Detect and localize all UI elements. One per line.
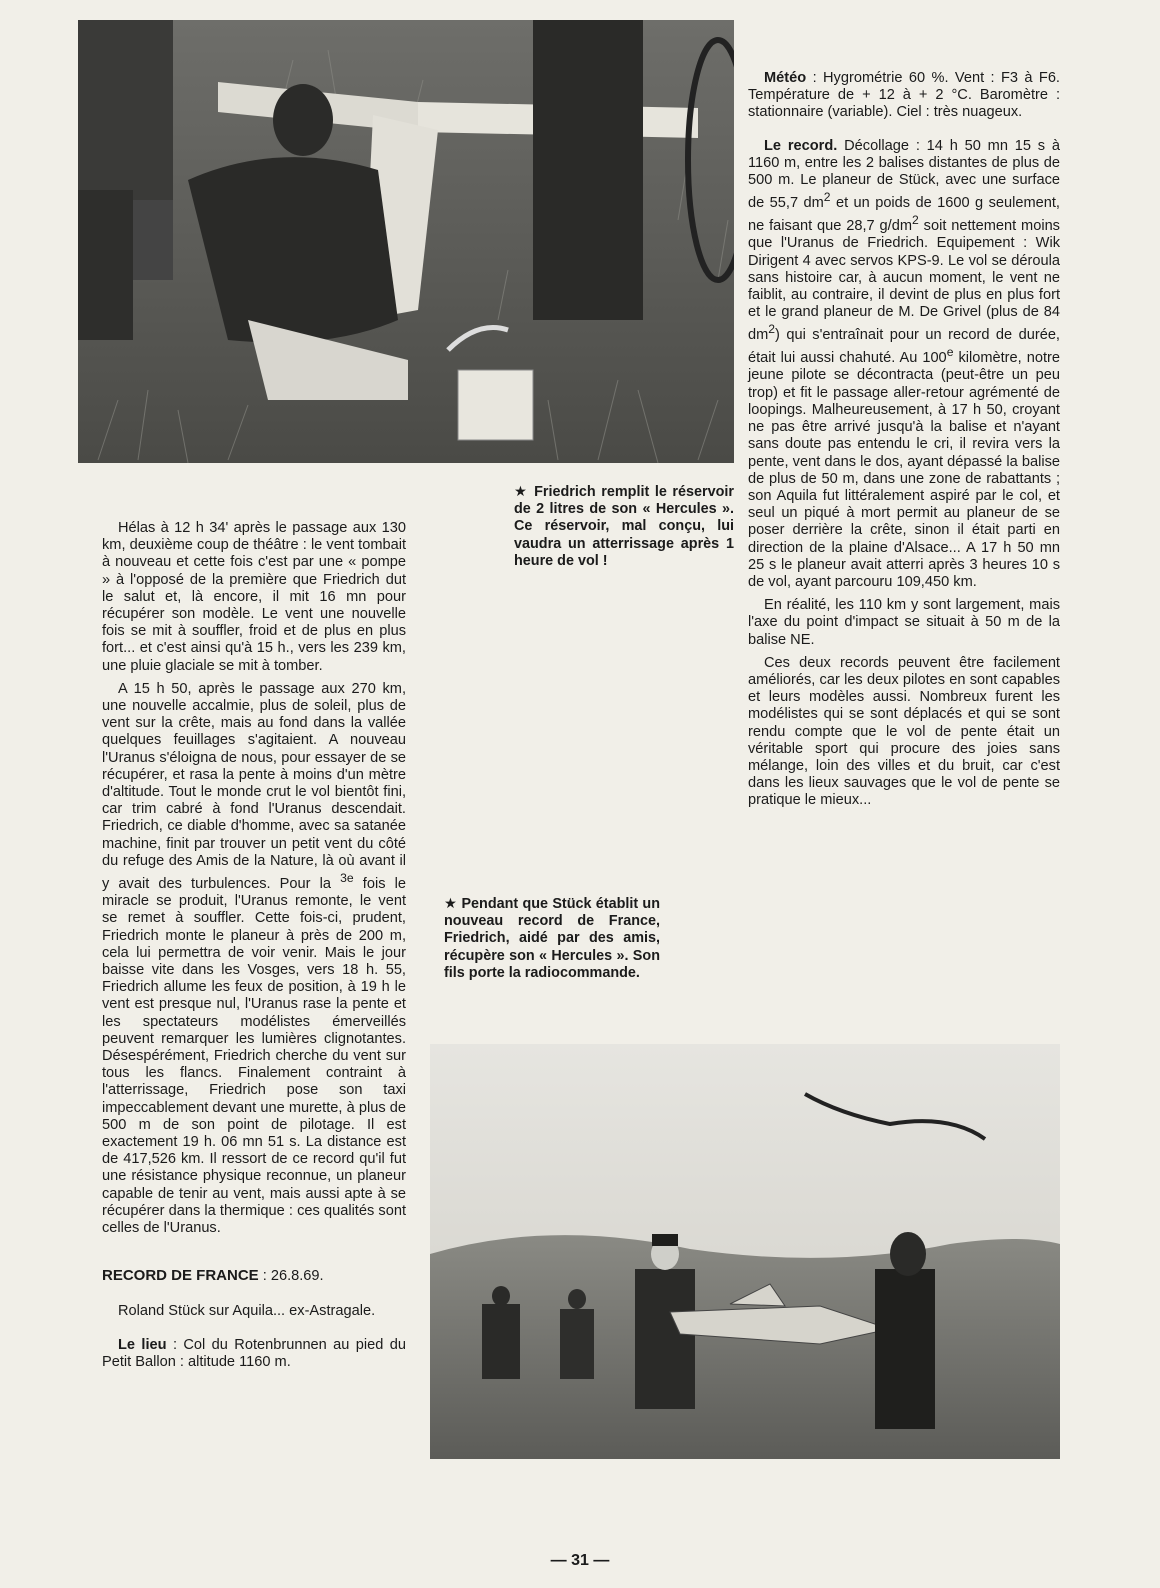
record-label: RECORD DE FRANCE [102,1267,259,1285]
photo-refueling [78,20,734,463]
right-column [748,70,1060,816]
superscript: e [946,345,954,360]
caption-recovery-text: Pendant que Stück établit un nouveau record de France, Friedrich, aidé par des amis, récupère son « Hercules ». Son fils porte la radiocommande. [444,896,660,981]
meteo-paragraph [748,70,1060,122]
photo-launch-image [430,1044,1060,1459]
left-paragraph-2-part-b: fois le miracle se produit, l'Uranus remonte, le vent se remet à souffler. Cette fois-ci, prudent, Friedrich monte le planeur à près de 200 m, cela lui permettra de voir venir. Mais le jour baisse vite dans les Vosges, vers 18 h. 55, Friedrich allume les feux de position, à 19 h le vent est presque nul, l'Uranus rase la pente et les spectateurs modélistes émerveillés peuvent remarquer les lumières clignotantes. Désespérément, Friedrich cherche du vent sur tous les flancs. Finalement contraint à l'atterrissage, Friedrich pose son taxi impeccablement devant une murette, à plus de 500 m de son point de pilotage. Il est exactement 19 h. 06 mn 51 s. La distance est de 417,526 km. Il ressort de ce record qu'il fut une résistance physique reconnue, un planeur capable de tenir au vent, mais aussi apte à se récupérer dans la thermique : ces qualités sont celles de l'Uranus. [102,875,407,1236]
record-heading [102,1267,406,1285]
record-text-e: kilomètre, notre jeune pilote se décontracta (peut-être un peu trop) et fit le passage aller-retour agrémenté de loopings. Malheureusement, à 17 h 50, croyant ne pas être arrivé jusqu'à la balise et n'ayant sans doute pas entendu le cri, il revira vers la pente, vent dans le dos, ayant dépassé la balise de plus de 50 m, dans une zone de rabattants ; son Aquila fut littéralement aspiré par le col, et seul un piqué à mort permit au planeur de se poser derrière la crête, sinon il était parti en direction de la plaine d'Alsace... A 17 h 50 mn 25 s le planeur avait atterri après 3 heures 10 s de vol, ayant parcouru 109,450 km. [748,350,1060,590]
record-paragraph [748,138,1060,592]
meteo-text: : Hygrométrie 60 %. Vent : F3 à F6. Température de + 12 à + 2 °C. Baromètre : stationnaire (variable). Ciel : très nuageux. [748,70,1060,121]
record-text-c: soit nettement moins que l'Uranus de Friedrich. Equipement : Wik Dirigent 4 avec servos KPS-9. Le vol se déroula sans histoire car, à aucun moment, le vent ne faiblit, au contraire, il devint de plus en plus fort et le grand planeur de M. De Grivel (plus de 84 dm [748,218,1060,344]
caption-refueling [514,484,734,570]
location-label: Le lieu [118,1336,167,1353]
superscript: 2 [768,322,776,337]
superscript: 2 [823,190,831,205]
right-paragraph-3: Ces deux records peuvent être facilement améliorés, car les deux pilotes en sont capables et leurs modèles aussi. Nombreux furent les modélistes qui se sont déplacés et qui se sont rendu compte que le vol de pente était un véritable sport qui procure des joies sans mélange, loin des villes et du bruit, car c'est dans les lieux sauvages que le vol de pente se pratique le mieux... [748,654,1060,809]
photo-launch [430,1044,1060,1459]
photo-refueling-image [78,20,734,463]
record-label-right: Le record. [764,137,838,154]
record-date: : 26.8.69. [258,1268,324,1285]
superscript: 3e [340,871,354,886]
star-icon: ★ [444,896,458,912]
record-text-b: et un poids de 1600 g seulement, ne faisant que 28,7 g/dm [748,195,1060,235]
left-paragraph-4 [102,1337,406,1371]
left-paragraph-2-part-a: A 15 h 50, après le passage aux 270 km, une nouvelle accalmie, plus de soleil, plus de vent sur la crête, mais au fond dans la vallée quelques feuillages s'agitaient. A nouveau l'Uranus s'éloigna de nous, pour essayer de se récupérer, et rasa la pente à moins d'un mètre d'altitude. Tout le monde crut le vol bientôt fini, car trim cabré à fond l'Uranus descendait. Friedrich, ce diable d'homme, avec sa satanée machine, finit par trouver un petit vent du côté du refuge des Amis de la Nature, là où avant il y avait des turbulences. Pour la [102,680,406,892]
page-number: — 31 — [550,1552,610,1569]
left-paragraph-1: Hélas à 12 h 34' après le passage aux 130 km, deuxième coup de théâtre : le vent tombait à nouveau et cette fois c'est par une « pompe » à l'opposé de la première que Friedrich dut le salut et, là encore, il mit 16 mn pour récupérer son modèle. Le vent une nouvelle fois se mit à souffler, froid et de plus en plus fort... et c'est ainsi qu'à 15 h., vers les 239 km, une pluie glaciale se mit à tomber. [102,520,406,674]
right-paragraph-2: En réalité, les 110 km y sont largement, mais l'axe du point d'impact se situait à 50 m de la balise NE. [748,597,1060,648]
record-text-d: ) qui s'entraînait pour un record de durée, était lui aussi chahuté. Au 100 [748,327,1060,367]
superscript: 2 [912,213,919,228]
caption-refueling-text: Friedrich remplit le réservoir de 2 litres de son « Hercules ». Ce réservoir, mal conçu, lui vaudra un atterrissage après 1 heure de vol ! [514,484,735,569]
meteo-label: Météo [764,70,807,86]
star-icon: ★ [514,484,529,500]
record-text-a: Décollage : 14 h 50 mn 15 s à 1160 m, entre les 2 balises distantes de plus de 500 m. Le planeur de Stück, avec une surface de 55,7 dm [748,137,1060,212]
left-column [102,520,406,1377]
caption-recovery [444,896,660,982]
left-paragraph-2 [102,681,406,1237]
location-text: : Col du Rotenbrunnen au pied du Petit Ballon : altitude 1160 m. [102,1336,406,1370]
left-paragraph-3: Roland Stück sur Aquila... ex-Astragale. [118,1303,376,1320]
